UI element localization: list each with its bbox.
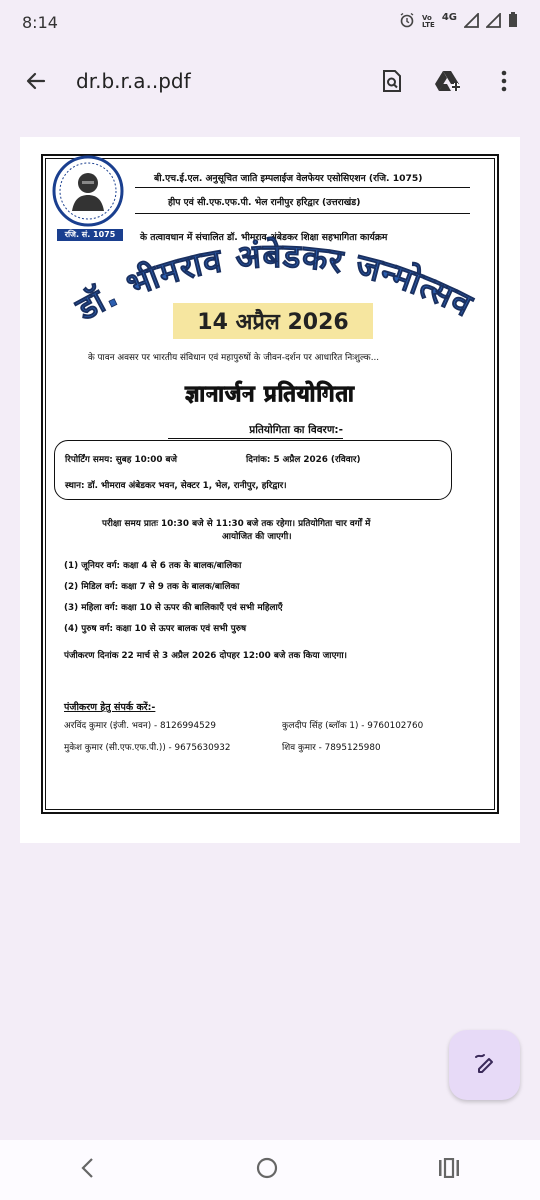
volte-indicator xyxy=(422,15,435,29)
app-bar-actions xyxy=(374,63,522,99)
org-line-3: के तत्वावधान में संचालित डॉ. भीमराव अंबेडकर शिक्षा सहभागिता कार्यक्रम xyxy=(140,232,388,243)
contact-item: अरविंद कुमार (इंजी. भवन) - 8126994529 xyxy=(64,721,216,731)
battery-icon xyxy=(508,12,518,32)
document-search-icon[interactable] xyxy=(374,63,410,99)
system-nav-bar xyxy=(0,1140,540,1200)
nav-recents-icon[interactable] xyxy=(438,1158,460,1182)
association-logo xyxy=(42,155,134,241)
main-title-text: डॉ. भीमराव अंबेडकर जन्मोत्सव xyxy=(69,235,480,329)
org-line-1: बी.एच.ई.एल. अनुसूचित जाति इम्पलाईज वेलफेयर एसोसिएशन (रजि. 1075) xyxy=(154,173,423,184)
contact-heading: पंजीकरण हेतु संपर्क करें:- xyxy=(64,702,156,713)
status-bar xyxy=(0,0,540,44)
date-banner: 14 अप्रैल 2026 xyxy=(173,303,373,339)
more-vert-icon[interactable] xyxy=(486,63,522,99)
competition-title xyxy=(0,378,540,408)
reporting-time: रिपोर्टिंग समय: सुबह 10:00 बजे xyxy=(65,455,178,465)
contact-item: शिव कुमार - 7895125980 xyxy=(282,743,381,753)
pen-edit-icon xyxy=(472,1050,498,1080)
category-item: (3) महिला वर्ग: कक्षा 10 से ऊपर की बालिकाएँ एवं सभी महिलाएँ xyxy=(64,603,283,613)
org-line-2: हीप एवं सी.एफ.एफ.पी. भेल रानीपुर हरिद्वार (उत्तराखंड) xyxy=(168,197,361,208)
app-bar xyxy=(0,44,540,118)
category-item: (1) जूनियर वर्ग: कक्षा 4 से 6 तक के बालक/बालिका xyxy=(64,561,242,571)
registration-info: पंजीकरण दिनांक 22 मार्च से 3 अप्रैल 2026 दोपहर 12:00 बजे तक किया जाएगा। xyxy=(64,651,347,661)
category-item: (4) पुरुष वर्ग: कक्षा 10 से ऊपर बालक एवं सभी पुरुष xyxy=(64,624,247,634)
volte-bottom: LTE xyxy=(421,21,435,29)
arrow-left-icon[interactable] xyxy=(18,63,54,99)
contact-item: कुलदीप सिंह (ब्लॉक 1) - 9760102760 xyxy=(282,721,424,731)
drive-add-icon[interactable] xyxy=(430,63,466,99)
competition-title-text: ज्ञानार्जन प्रतियोगिता xyxy=(185,382,355,407)
nav-home-icon[interactable] xyxy=(255,1156,279,1184)
status-time: 8:14 xyxy=(22,12,58,32)
category-item: (2) मिडिल वर्ग: कक्षा 7 से 9 तक के बालक/बालिका xyxy=(64,582,240,592)
divider xyxy=(135,187,470,188)
status-icons xyxy=(399,12,518,32)
event-date: दिनांक: 5 अप्रैल 2026 (रविवार) xyxy=(246,455,361,465)
volte-top: Vo xyxy=(421,14,432,22)
signal-icon xyxy=(486,13,501,32)
logo-reg-text: रजि. सं. 1075 xyxy=(57,229,123,241)
exam-time-line-2: आयोजित की जाएगी। xyxy=(222,532,292,542)
info-box xyxy=(54,440,452,500)
details-heading: प्रतियोगिता का विवरण:- xyxy=(168,423,343,439)
divider xyxy=(135,213,470,214)
edit-fab-button[interactable] xyxy=(449,1030,520,1100)
contact-item: मुकेश कुमार (सी.एफ.एफ.पी.)) - 9675630932 xyxy=(64,743,231,753)
nav-back-icon[interactable] xyxy=(80,1157,96,1183)
exam-time-line-1: परीक्षा समय प्रातः 10:30 बजे से 11:30 बजे तक रहेगा। प्रतियोगिता चार वर्गों में xyxy=(102,519,371,529)
signal-icon xyxy=(464,13,479,32)
network-type: 4G xyxy=(441,11,457,23)
alarm-icon xyxy=(399,12,415,32)
intro-text: के पावन अवसर पर भारतीय संविधान एवं महापुरुषों के जीवन-दर्शन पर आधारित निःशुल्क... xyxy=(88,353,380,363)
venue: स्थान: डॉ. भीमराव अंबेडकर भवन, सेक्टर 1, भेल, रानीपुर, हरिद्वार। xyxy=(65,481,287,491)
file-title: dr.b.r.a..pdf xyxy=(76,69,191,93)
